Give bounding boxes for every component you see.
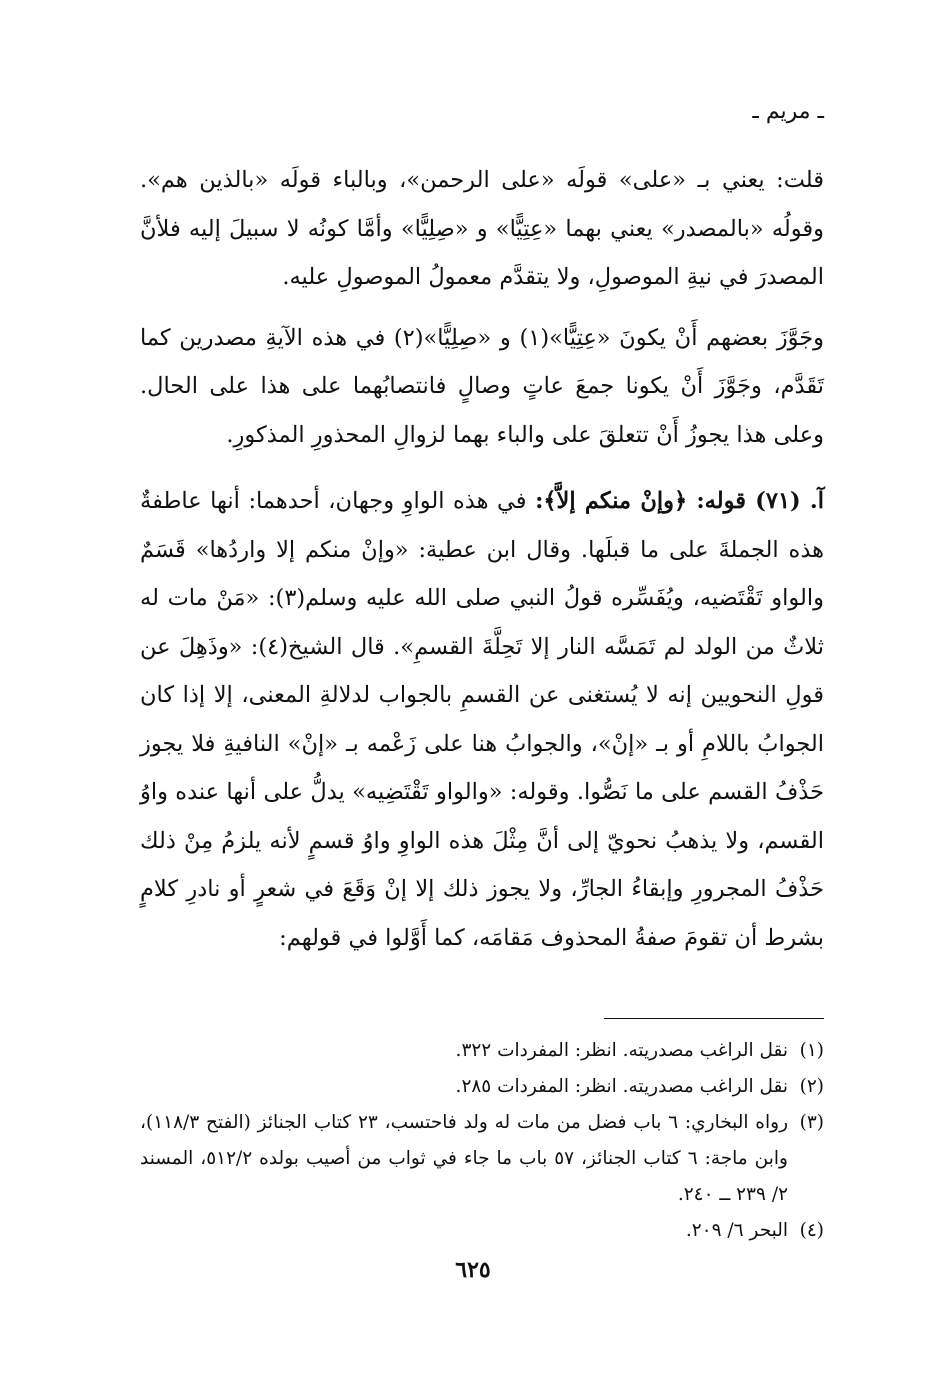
main-text	[140, 156, 824, 962]
footnote-text: نقل الراغب مصدريته. انظر: المفردات ٣٢٢.	[455, 1040, 788, 1061]
footnote-number: (٢)	[799, 1076, 824, 1097]
paragraph-3	[140, 477, 824, 962]
chapter-title: ـ مريم ـ	[752, 99, 824, 124]
footnote-text: نقل الراغب مصدريته. انظر: المفردات ٢٨٥.	[455, 1076, 788, 1097]
footnote	[140, 1105, 824, 1213]
verse-heading: آ. (٧١) قوله: ﴿وإنْ منكم إلاَّ﴾:	[535, 488, 824, 514]
footnote	[140, 1213, 824, 1249]
footnote-text: رواه البخاري: ٦ باب فضل من مات له ولد فاحتسب، ٢٣ كتاب الجنائز (الفتح ١١٨/٣)، وابن ماجة: ٦ كتاب الجنائز، ٥٧ باب ما جاء في ثواب من أصيب بولده ٥١٢/٢، المسند ٢/ ٢٣٩ ــ ٢٤٠.	[140, 1112, 789, 1205]
footnote-number: (٣)	[799, 1112, 824, 1133]
footnote	[140, 1069, 824, 1105]
footnote-number: (١)	[799, 1040, 824, 1061]
page-number: ٦٢٥	[455, 1257, 491, 1283]
paragraph-1: قلت: يعني بـ «على» قولَه «على الرحمن»، وبالباء قولَه «بالذين هم». وقولُه «بالمصدر» يعني بهما «عِتِيًّا» و «صِلِيًّا» وأمَّا كونُه لا سبيلَ إليه فلأنَّ المصدرَ في نيةِ الموصولِ، ولا يتقدَّم معمولُ الموصولِ عليه.	[140, 167, 824, 290]
footnote-separator	[604, 1018, 824, 1019]
running-header	[140, 92, 824, 136]
footnote	[140, 1033, 824, 1069]
paragraph-3-text: في هذه الواوِ وجهان، أحدهما: أنها عاطفةٌ هذه الجملةَ على ما قبلَها. وقال ابن عطية: «وإنْ منكم إلا واردُها» قَسَمٌ والواو تَقْتَضيه، ويُفَسِّره قولُ النبي صلى الله عليه وسلم(٣): «مَنْ مات له ثلاثٌ من الولد لم تَمَسَّه النار إلا تَحِلَّةَ القسمِ». قال الشيخ(٤): «وذَهِلَ عن قولِ النحويين إنه لا يُستغنى عن القسمِ بالجواب لدلالةِ المعنى، إلا إذا كان الجوابُ باللامِ أو بـ «إنْ»، والجوابُ هنا على زَعْمه بـ «إنْ» النافيةِ فلا يجوز حَذْفُ القسم على ما نَصُّوا. وقوله: «والواو تَقْتَضِيه» يدلُّ على أنها عنده واوُ القسم، ولا يذهبُ نحويّ إلى أنَّ مِثْلَ هذه الواوِ واوُ قسمٍ لأنه يلزمُ مِنْ ذلك حَذْفُ المجرورِ وإبقاءُ الجارِّ، ولا يجوز ذلك إلا إنْ وَقَعَ في شعرٍ أو نادرِ كلامٍ بشرط أن تقومَ صفةُ المحذوف مَقامَه، كما أَوَّلوا في قولهم:	[140, 488, 824, 951]
footnotes	[140, 1033, 824, 1249]
paragraph-2: وجَوَّزَ بعضهم أَنْ يكونَ «عِتِيًّا»(١) و «صِلِيًّا»(٢) في هذه الآيةِ مصدرين كما تَقَدَّم، وجَوَّزَ أَنْ يكونا جمعَ عاتٍ وصالٍ فانتصابُهما على هذا على الحال. وعلى هذا يجوزُ أَنْ تتعلقَ على والباء بهما لزوالِ المحذورِ المذكورِ.	[140, 324, 825, 448]
footnote-number: (٤)	[799, 1220, 824, 1241]
footnote-text: البحر ٦/ ٢٠٩.	[685, 1220, 788, 1241]
